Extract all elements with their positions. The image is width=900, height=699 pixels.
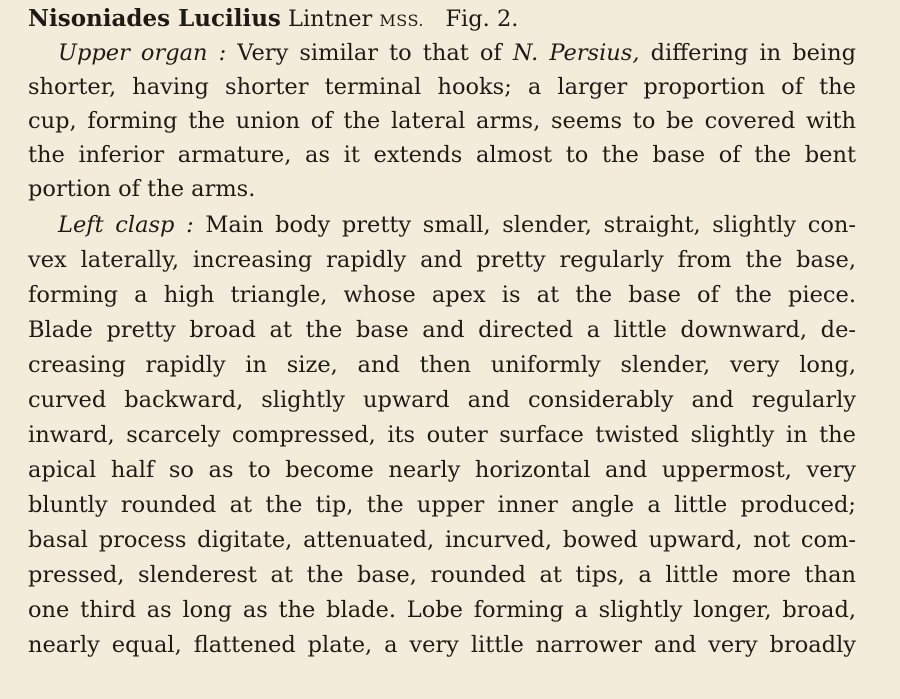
species-heading — [28, 2, 518, 36]
species-reference: N. Persius, — [512, 40, 640, 66]
author-name: Lintner — [288, 6, 373, 32]
paragraph-line: Left clasp : Main body pretty small, slender, straight, slightly con- — [58, 212, 856, 238]
paragraph-line: curved backward, slightly upward and considerably and regularly — [28, 387, 856, 413]
paragraph-line: nearly equal, flattened plate, a very little narrower and very broadly — [28, 632, 856, 658]
section-label-left-clasp: Left clasp : — [58, 212, 194, 238]
paragraph-line: inward, scarcely compressed, its outer surface twisted slightly in the — [28, 422, 856, 448]
paragraph-line: basal process digitate, attenuated, incurved, bowed upward, not com- — [28, 527, 856, 553]
section-label-upper-organ: Upper organ : — [58, 40, 227, 66]
species-name: Nisoniades Lucilius — [28, 5, 281, 32]
paragraph-line: shorter, having shorter terminal hooks; a larger proportion of the — [28, 74, 856, 100]
paragraph-line: pressed, slenderest at the base, rounded at tips, a little more than — [28, 562, 856, 588]
paragraph-line: the inferior armature, as it extends almost to the base of the bent — [28, 142, 856, 168]
paragraph-line: portion of the arms. — [28, 176, 256, 202]
paragraph-line: vex laterally, increasing rapidly and pretty regularly from the base, — [28, 247, 856, 273]
paragraph-line: forming a high triangle, whose apex is at the base of the piece. — [28, 282, 856, 308]
paragraph-line: one third as long as the blade. Lobe forming a slightly longer, broad, — [28, 597, 856, 623]
paragraph-line: Upper organ : Very similar to that of N. Persius, differing in being — [58, 40, 857, 66]
paragraph-line: bluntly rounded at the tip, the upper inner angle a little produced; — [28, 492, 856, 518]
paragraph-line: apical half so as to become nearly horizontal and uppermost, very — [28, 457, 856, 483]
paragraph-line: creasing rapidly in size, and then uniformly slender, very long, — [28, 352, 856, 378]
figure-ref: Fig. 2. — [445, 6, 519, 32]
source-abbrev: MSS. — [379, 11, 424, 30]
paragraph-line: cup, forming the union of the lateral arms, seems to be covered with — [28, 108, 856, 134]
paragraph-line: Blade pretty broad at the base and directed a little downward, de- — [28, 317, 856, 343]
